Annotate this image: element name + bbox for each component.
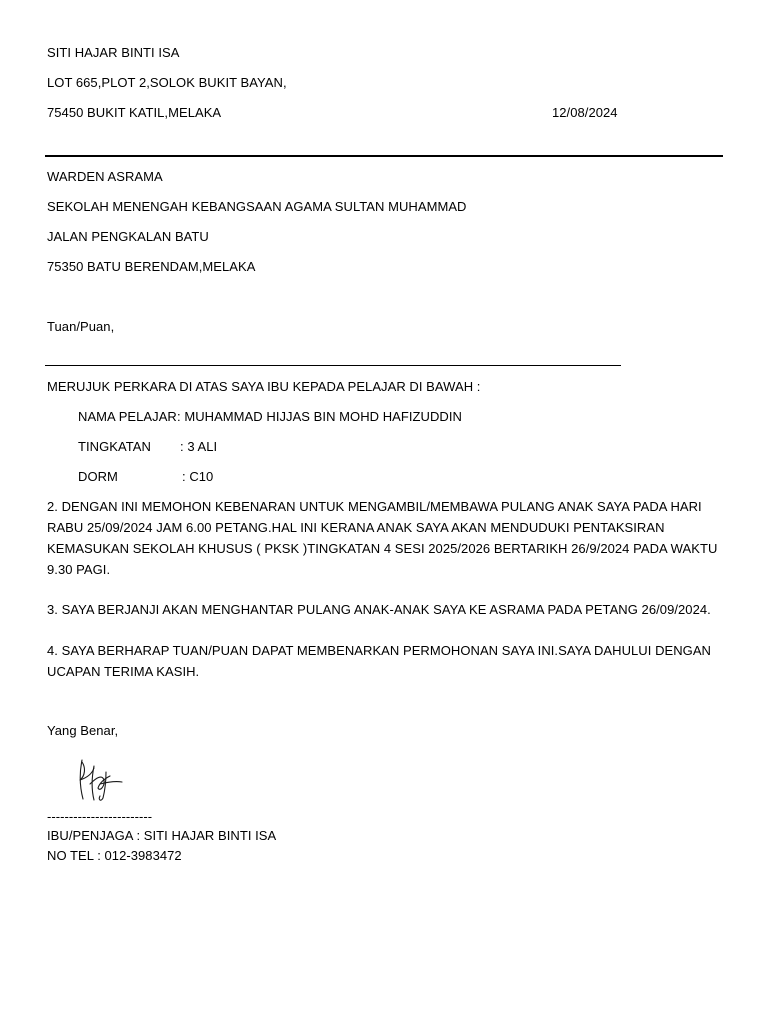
sender-address-line2: 75450 BUKIT KATIL,MELAKA — [47, 105, 222, 120]
handwritten-signature — [70, 754, 126, 804]
signer-phone: NO TEL : 012-3983472 — [47, 848, 182, 863]
paragraph2-line4: 9.30 PAGI. — [47, 562, 111, 577]
student-class-label: TINGKATAN — [78, 439, 151, 454]
paragraph4-line1: 4. SAYA BERHARAP TUAN/PUAN DAPAT MEMBENARKAN PERMOHONAN SAYA INI.SAYA DAHULUI DENGAN — [47, 643, 711, 658]
paragraph4-line2: UCAPAN TERIMA KASIH. — [47, 664, 200, 679]
sender-address-line1: LOT 665,PLOT 2,SOLOK BUKIT BAYAN, — [47, 75, 287, 90]
sender-name: SITI HAJAR BINTI ISA — [47, 45, 180, 60]
salutation: Tuan/Puan, — [47, 319, 115, 334]
student-dorm-label: DORM — [78, 469, 118, 484]
student-class-value: : 3 ALI — [180, 439, 218, 454]
header-divider — [45, 155, 723, 157]
paragraph2-line3: KEMASUKAN SEKOLAH KHUSUS ( PKSK )TINGKATAN 4 SESI 2025/2026 BERTARIKH 26/9/2024 PADA WAKTU — [47, 541, 718, 556]
student-dorm-value: : C10 — [182, 469, 214, 484]
subject-line — [45, 365, 621, 366]
student-name-value: : MUHAMMAD HIJJAS BIN MOHD HAFIZUDDIN — [177, 409, 462, 424]
student-name-label: NAMA PELAJAR — [78, 409, 177, 424]
signature-line: ------------------------ — [47, 809, 153, 824]
signer-name: IBU/PENJAGA : SITI HAJAR BINTI ISA — [47, 828, 277, 843]
intro-text: MERUJUK PERKARA DI ATAS SAYA IBU KEPADA PELAJAR DI BAWAH : — [47, 379, 481, 394]
recipient-address-line2: 75350 BATU BERENDAM,MELAKA — [47, 259, 256, 274]
closing: Yang Benar, — [47, 723, 119, 738]
letter-date: 12/08/2024 — [552, 105, 618, 120]
recipient-address-line1: JALAN PENGKALAN BATU — [47, 229, 209, 244]
recipient-title: WARDEN ASRAMA — [47, 169, 163, 184]
paragraph3: 3. SAYA BERJANJI AKAN MENGHANTAR PULANG ANAK-ANAK SAYA KE ASRAMA PADA PETANG 26/09/2024. — [47, 602, 711, 617]
recipient-school: SEKOLAH MENENGAH KEBANGSAAN AGAMA SULTAN MUHAMMAD — [47, 199, 467, 214]
paragraph2-line1: 2. DENGAN INI MEMOHON KEBENARAN UNTUK MENGAMBIL/MEMBAWA PULANG ANAK SAYA PADA HARI — [47, 499, 702, 514]
paragraph2-line2: RABU 25/09/2024 JAM 6.00 PETANG.HAL INI KERANA ANAK SAYA AKAN MENDUDUKI PENTAKSIRAN — [47, 520, 665, 535]
